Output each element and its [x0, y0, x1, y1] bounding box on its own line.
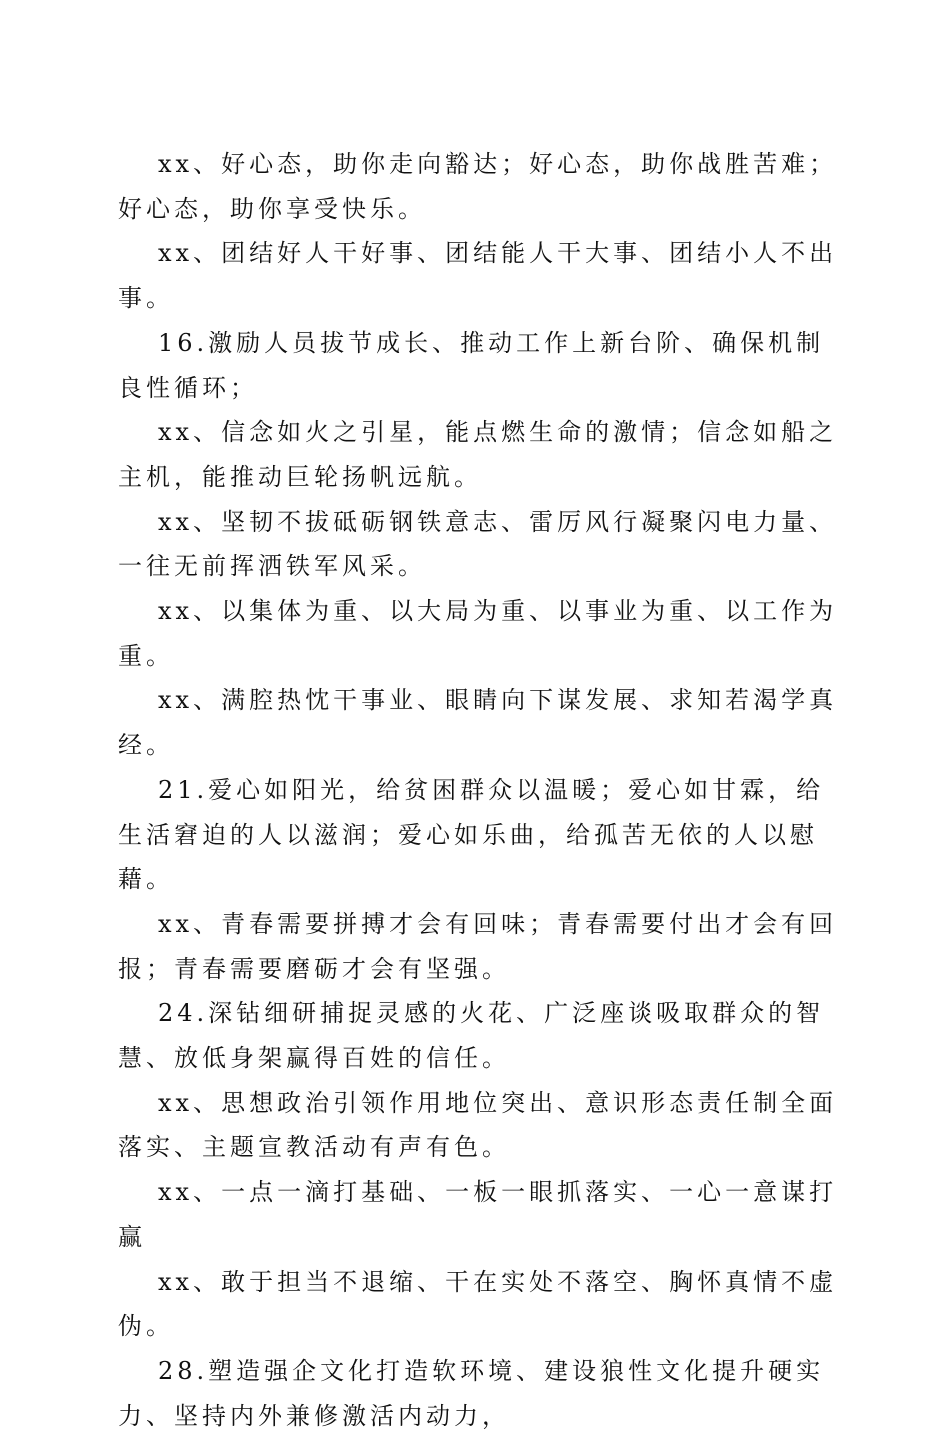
paragraph: 24.深钻细研捕捉灵感的火花、广泛座谈吸取群众的智慧、放低身架赢得百姓的信任。	[118, 999, 825, 1073]
document-body	[118, 142, 838, 1438]
paragraph: 28.塑造强企文化打造软环境、建设狼性文化提升硬实力、坚持内外兼修激活内动力，	[118, 1356, 825, 1430]
paragraph: 16.激励人员拔节成长、推动工作上新台阶、确保机制良性循环；	[118, 328, 825, 402]
paragraph: xx、坚韧不拔砥砺钢铁意志、雷厉风行凝聚闪电力量、一往无前挥洒铁军风采。	[118, 507, 838, 581]
paragraph: xx、团结好人干好事、团结能人干大事、团结小人不出事。	[118, 239, 838, 313]
paragraph: xx、好心态，助你走向豁达；好心态，助你战胜苦难；好心态，助你享受快乐。	[118, 150, 838, 223]
paragraph: xx、满腔热忱干事业、眼睛向下谋发展、求知若渴学真经。	[118, 686, 838, 760]
paragraph: xx、思想政治引领作用地位突出、意识形态责任制全面落实、主题宣教活动有声有色。	[118, 1088, 838, 1162]
paragraph: xx、敢于担当不退缩、干在实处不落空、胸怀真情不虚伪。	[118, 1267, 838, 1341]
paragraph: xx、一点一滴打基础、一板一眼抓落实、一心一意谋打赢	[118, 1178, 838, 1251]
paragraph: xx、信念如火之引星，能点燃生命的激情；信念如船之主机，能推动巨轮扬帆远航。	[118, 418, 838, 491]
paragraph: xx、以集体为重、以大局为重、以事业为重、以工作为重。	[118, 597, 838, 670]
paragraph: 21.爱心如阳光，给贫困群众以温暖；爱心如甘霖，给生活窘迫的人以滋润；爱心如乐曲，给孤苦无依的人以慰藉。	[118, 775, 825, 894]
paragraph: xx、青春需要拼搏才会有回味；青春需要付出才会有回报；青春需要磨砺才会有坚强。	[118, 909, 838, 983]
